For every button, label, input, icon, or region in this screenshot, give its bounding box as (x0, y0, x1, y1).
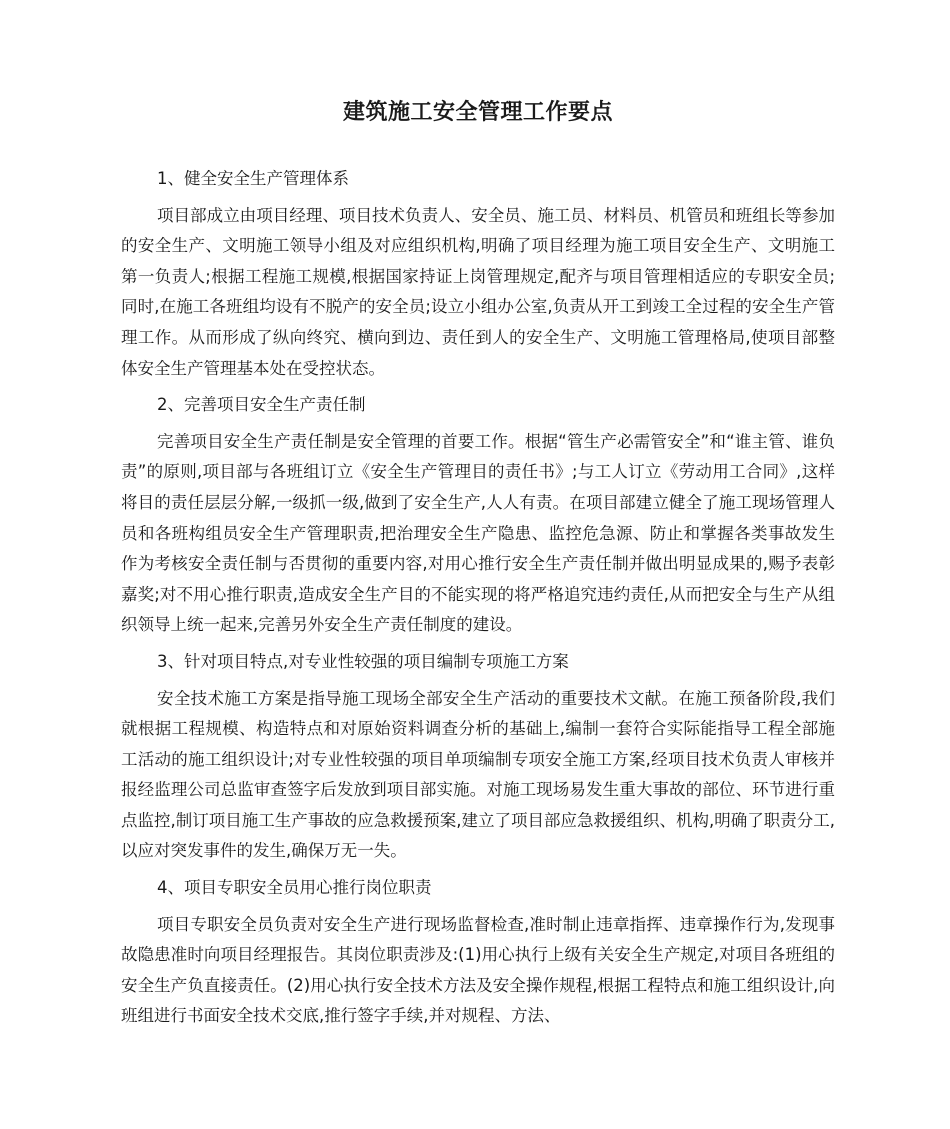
section-heading: 3、针对项目特点,对专业性较强的项目编制专项施工方案 (157, 651, 569, 671)
document-content (121, 164, 835, 1032)
section-body: 安全技术施工方案是指导施工现场全部安全生产活动的重要技术文献。在施工预备阶段,我们就根据工程规模、构造特点和对原始资料调查分析的基础上,编制一套符合实际能指导工程全部施工活动的施工组织设计;对专业性较强的项目单项编制专项安全施工方案,经项目技术负责人审核并报经监理公司总监审查签字后发放到项目部实施。对施工现场易发生重大事故的部位、环节进行重点监控,制订项目施工生产事故的应急救援预案,建立了项目部应急救援组织、机构,明确了职责分工,以应对突发事件的发生,确保万无一失。 (121, 688, 835, 861)
document-page (121, 0, 835, 1032)
section-heading: 1、健全安全生产管理体系 (157, 169, 349, 188)
document-title: 建筑施工安全管理工作要点 (342, 100, 613, 125)
section-body: 完善项目安全生产责任制是安全管理的首要工作。根据“管生产必需管安全”和“谁主管、谁负责”的原则,项目部与各班组订立《安全生产管理目的责任书》;与工人订立《劳动用工合同》,这样将目的责任层层分解,一级抓一级,做到了安全生产,人人有责。在项目部建立健全了施工现场管理人员和各班构组员安全生产管理职责,把治理安全生产隐患、监控危急源、防止和掌握各类事故发生作为考核安全责任制与否贯彻的重要内容,对用心推行安全生产责任制并做出明显成果的,赐予表彰嘉奖;对不用心推行职责,造成安全生产目的不能实现的将严格追究违约责任,从而把安全与生产从组织领导上统一起来,完善另外安全生产责任制度的建设。 (121, 431, 835, 635)
section-heading: 2、完善项目安全生产责任制 (157, 395, 366, 415)
section-body: 项目部成立由项目经理、项目技术负责人、安全员、施工员、材料员、机管员和班组长等参加的安全生产、文明施工领导小组及对应组织机构,明确了项目经理为施工项目安全生产、文明施工第一负责人;根据工程施工规模,根据国家持证上岗管理规定,配齐与项目管理相适应的专职安全员;同时,在施工各班组均设有不脱产的安全员;设立小组办公室,负责从开工到竣工全过程的安全生产管理工作。从而形成了纵向终究、横向到边、责任到人的安全生产、文明施工管理格局,使项目部整体安全生产管理基本处在受控状态。 (121, 205, 835, 378)
section-heading: 4、项目专职安全员用心推行岗位职责 (157, 878, 432, 898)
section-body: 项目专职安全员负责对安全生产进行现场监督检查,准时制止违章指挥、违章操作行为,发现事故隐患准时向项目经理报告。其岗位职责涉及:(1)用心执行上级有关安全生产规定,对项目各班组的安全生产负直接责任。(2)用心执行安全技术方法及安全操作规程,根据工程特点和施工组织设计,向班组进行书面安全技术交底,推行签字手续,并对规程、方法、 (121, 914, 835, 1026)
